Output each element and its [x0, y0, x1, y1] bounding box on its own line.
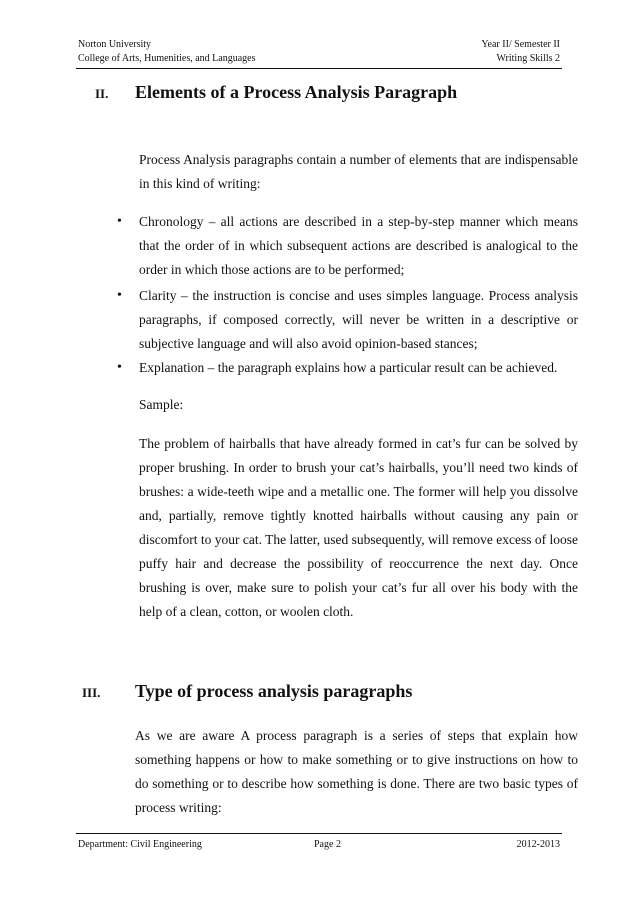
sample-label: Sample: — [139, 397, 184, 412]
sample-paragraph: The problem of hairballs that have already formed in cat’s fur can be solved by proper brushing. In order to brush your cat’s hairballs, you’ll need two kinds of brushes: a wide-teeth wipe and a metallic one. The former will help you dissolve and, partially, remove tightly knotted hairballs without causing any pain or discomfort to your cat. The latter, used subsequently, will remove excess of loose puffy hair and decrease the possibility of reoccurrence the next day. Once brushing is over, make sure to polish your cat’s fur all over his body with the help of a clean, cotton, or woolen cloth. — [139, 436, 578, 619]
section-2-title: Elements of a Process Analysis Paragraph — [135, 82, 458, 102]
bullet-text: Clarity – the instruction is concise and uses simples language. Process analysis paragraphs, if composed correctly, will never be written in a descriptive or subjective language and will also avoid opinion-based stances; — [139, 288, 578, 351]
college-name: College of Arts, Humenities, and Languages — [78, 53, 256, 64]
section-2-intro: Process Analysis paragraphs contain a number of elements that are indispensable in this kind of writing: — [139, 152, 578, 191]
section-3-number: III. — [82, 685, 101, 700]
section-3-heading — [82, 681, 412, 702]
bullet-text: Chronology – all actions are described in a step-by-step manner which means that the order of in which subsequent actions are described is analogical to the order in which those actions are to be performed; — [139, 214, 578, 277]
footer-department: Department: Civil Engineering — [78, 839, 202, 850]
list-item-clarity — [117, 284, 578, 356]
list-item-explanation — [117, 356, 578, 380]
bullet-icon: • — [117, 214, 122, 229]
header-rule — [76, 68, 562, 69]
running-header-left — [78, 38, 255, 66]
bullet-icon: • — [117, 288, 122, 303]
university-name: Norton University — [78, 39, 152, 50]
year-semester: Year II/ Semester II — [481, 39, 560, 50]
section-3-title: Type of process analysis paragraphs — [135, 681, 413, 701]
section-2-number: II. — [95, 86, 109, 101]
bullet-icon: • — [117, 360, 122, 375]
footer-year: 2012-2013 — [516, 839, 560, 850]
list-item-chronology — [117, 210, 578, 282]
section-2-heading — [95, 82, 457, 103]
footer-rule — [76, 833, 562, 834]
bullet-text: Explanation – the paragraph explains how a particular result can be achieved. — [139, 360, 558, 375]
footer-page-number: Page 2 — [314, 839, 341, 850]
course-name: Writing Skills 2 — [496, 53, 560, 64]
section-3-paragraph: As we are aware A process paragraph is a series of steps that explain how something happens or how to make something or to give instructions on how to do something or to describe how something is done. There are two basic types of process writing: — [135, 728, 578, 815]
running-header-right — [481, 38, 560, 66]
